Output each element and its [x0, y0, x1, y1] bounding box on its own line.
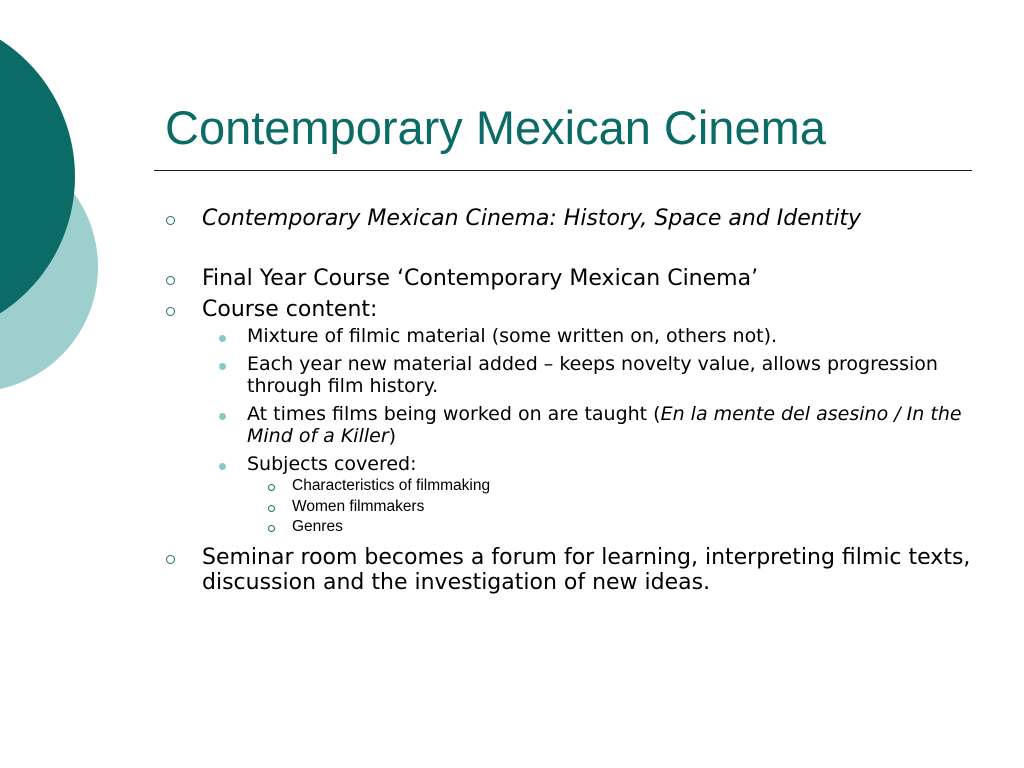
- slide-body: [162, 206, 972, 595]
- bullet-course-content: [162, 297, 972, 322]
- sub-bullet-text-suffix: ): [388, 425, 397, 447]
- dot-bullet-icon: [219, 335, 226, 342]
- subject-item: [162, 497, 972, 518]
- bullet-text: Contemporary Mexican Cinema: History, Space and Identity: [202, 206, 862, 231]
- sub-bullet-films-taught: [162, 403, 972, 447]
- dot-bullet-icon: [219, 363, 226, 370]
- dot-bullet-icon: [219, 463, 226, 470]
- sub-bullet-text: Each year new material added – keeps novelty value, allows progression through film history.: [247, 353, 938, 397]
- bullet-final-year-course: [162, 266, 972, 291]
- hollow-circle-bullet-icon: [166, 216, 175, 225]
- hollow-circle-bullet-icon: [166, 276, 175, 285]
- hollow-circle-bullet-icon: [268, 484, 275, 491]
- bullet-text: Final Year Course ‘Contemporary Mexican Cinema’: [202, 266, 759, 291]
- film-title: En la mente del asesino / In the Mind of a Killer: [247, 403, 962, 447]
- sub-bullet-text: Subjects covered:: [247, 453, 417, 475]
- sub-bullet-mixture: [162, 325, 972, 347]
- subject-item: [162, 476, 972, 497]
- sub-bullet-text: Mixture of filmic material (some written on, others not).: [247, 325, 778, 347]
- title-divider: [154, 170, 972, 171]
- bullet-seminar-room: [162, 545, 972, 595]
- dot-bullet-icon: [219, 413, 226, 420]
- subject-item: [162, 517, 972, 538]
- subject-text: Characteristics of filmmaking: [292, 477, 491, 494]
- bullet-book-title: [162, 206, 972, 231]
- sub-bullet-text-prefix: At times films being worked on are taught (: [247, 403, 661, 425]
- hollow-circle-bullet-icon: [268, 525, 275, 532]
- bullet-text: Seminar room becomes a forum for learning, interpreting filmic texts, discussion and the investigation of new ideas.: [202, 544, 971, 595]
- subject-text: Women filmmakers: [292, 497, 425, 515]
- sub-bullet-subjects: [162, 453, 972, 475]
- hollow-circle-bullet-icon: [268, 505, 275, 512]
- slide-title: Contemporary Mexican Cinema: [165, 101, 826, 154]
- subject-text: Genres: [292, 518, 343, 535]
- hollow-circle-bullet-icon: [166, 555, 175, 564]
- hollow-circle-bullet-icon: [166, 307, 175, 316]
- sub-bullet-new-material: [162, 353, 972, 397]
- bullet-text: Course content:: [202, 297, 378, 322]
